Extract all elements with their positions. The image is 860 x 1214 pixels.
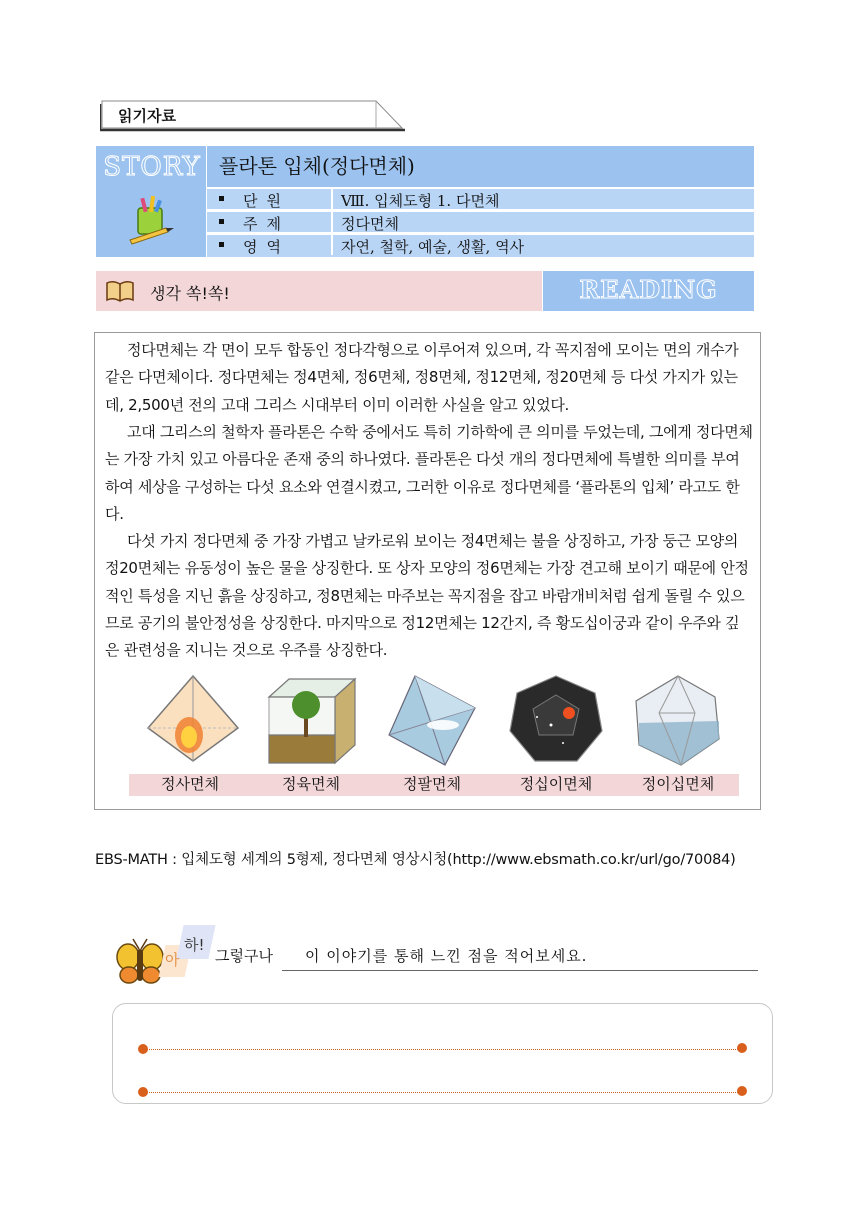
caption-icosahedron: 정이십면체 — [641, 775, 715, 793]
story-title: 플라톤 입체(정다면체) — [207, 146, 754, 187]
paragraph-3: 다섯 가지 정다면체 중 가장 가볍고 날카로워 보이는 정4면체는 불을 상징하고, 가장 둥근 모양의 정20면체는 유동성이 높은 물을 상징한다. 또 상자 모양의 정6면체는 가장 견고해 보이기 때문에 안정적인 특성을 지닌 흙을 상징하고, 정8면체는 마주보는 꼭지점을 잡고 바람개비처럼 쉽게 돌릴 수 있으므로 공기의 불안정성을 상징한다. 마지막으로 정12면체는 12간지, 즉 황도십이궁과 같이 우주와 깊은 관련성을 지니는 것으로 우주를 상징한다. — [105, 532, 749, 660]
story-badge-panel — [96, 146, 206, 257]
paragraph-2: 고대 그리스의 철학자 플라톤은 수학 중에서도 특히 기하학에 큰 의미를 두었는데, 그에게 정다면체는 가장 가치 있고 아름다운 존재 중의 하나였다. 플라톤은 다섯 개의 정다면체에 특별한 의미를 부여하여 세상을 구성하는 다섯 요소와 연결시켰고, 그러한 이유로 정다면체를 ‘플라톤의 입체’ 라고도 한다. — [105, 423, 753, 523]
reading-content-box — [94, 332, 761, 810]
think-label: 생각 쏙!쏙! — [150, 284, 230, 303]
aha-a-text: 아 — [165, 951, 180, 969]
butterfly-icon — [115, 937, 165, 985]
cube-image — [265, 675, 360, 767]
octahedron-image — [385, 673, 480, 768]
note-dot-icon — [737, 1086, 747, 1096]
note-dot-icon — [138, 1044, 148, 1054]
paragraph-1: 정다면체는 각 면이 모두 합동인 정다각형으로 이루어져 있으며, 각 꼭지점에 모이는 면의 개수가 같은 다면체이다. 정다면체는 정4면체, 정6면체, 정8면체, 정12면체, 정20면체 등 다섯 가지가 있는데, 2,500년 전의 고대 그리스 시대부터 이미 이러한 사실을 알고 있었다. — [105, 341, 739, 414]
row-key: 영역 — [243, 238, 290, 256]
pencil-cup-icon — [126, 194, 178, 246]
reflection-notes-box[interactable] — [112, 1003, 773, 1104]
caption-cube: 정육면체 — [282, 775, 340, 793]
row-value: 자연, 철학, 예술, 생활, 역사 — [341, 238, 525, 256]
story-row-area — [207, 233, 754, 257]
dodecahedron-image — [507, 673, 605, 768]
row-value: 정다면체 — [341, 215, 399, 233]
bullet-icon — [219, 196, 224, 201]
ebs-link-text: EBS-MATH : 입체도형 세계의 5형제, 정다면체 영상시청(http://www.ebsmath.co.kr/url/go/70084) — [95, 852, 736, 868]
caption-tetrahedron: 정사면체 — [161, 775, 219, 793]
bullet-icon — [219, 242, 224, 247]
reflection-prompt: 이 이야기를 통해 느낀 점을 적어보세요. — [305, 947, 588, 965]
icosahedron-image — [633, 673, 723, 768]
tetrahedron-image — [143, 673, 243, 768]
note-line-2[interactable] — [143, 1092, 742, 1093]
prompt-underline — [282, 970, 758, 971]
story-row-unit — [207, 187, 754, 209]
think-band — [96, 271, 754, 311]
story-badge: STORY — [103, 152, 201, 182]
row-key: 주제 — [243, 215, 290, 233]
row-value: Ⅷ. 입체도형 1. 다면체 — [341, 192, 500, 210]
aha-b-text: 하! — [184, 936, 205, 954]
aha-word: 그렇구나 — [215, 947, 273, 965]
book-icon — [105, 279, 135, 303]
reading-badge: READING — [579, 275, 718, 304]
caption-octahedron: 정팔면체 — [403, 775, 461, 793]
note-line-1[interactable] — [143, 1049, 742, 1050]
note-dot-icon — [138, 1087, 148, 1097]
story-row-topic — [207, 210, 754, 232]
row-key: 단원 — [243, 192, 290, 210]
note-dot-icon — [737, 1043, 747, 1053]
bullet-icon — [219, 219, 224, 224]
caption-dodecahedron: 정십이면체 — [519, 775, 593, 793]
story-header — [96, 146, 754, 257]
reading-material-label: 읽기자료 — [118, 107, 176, 125]
